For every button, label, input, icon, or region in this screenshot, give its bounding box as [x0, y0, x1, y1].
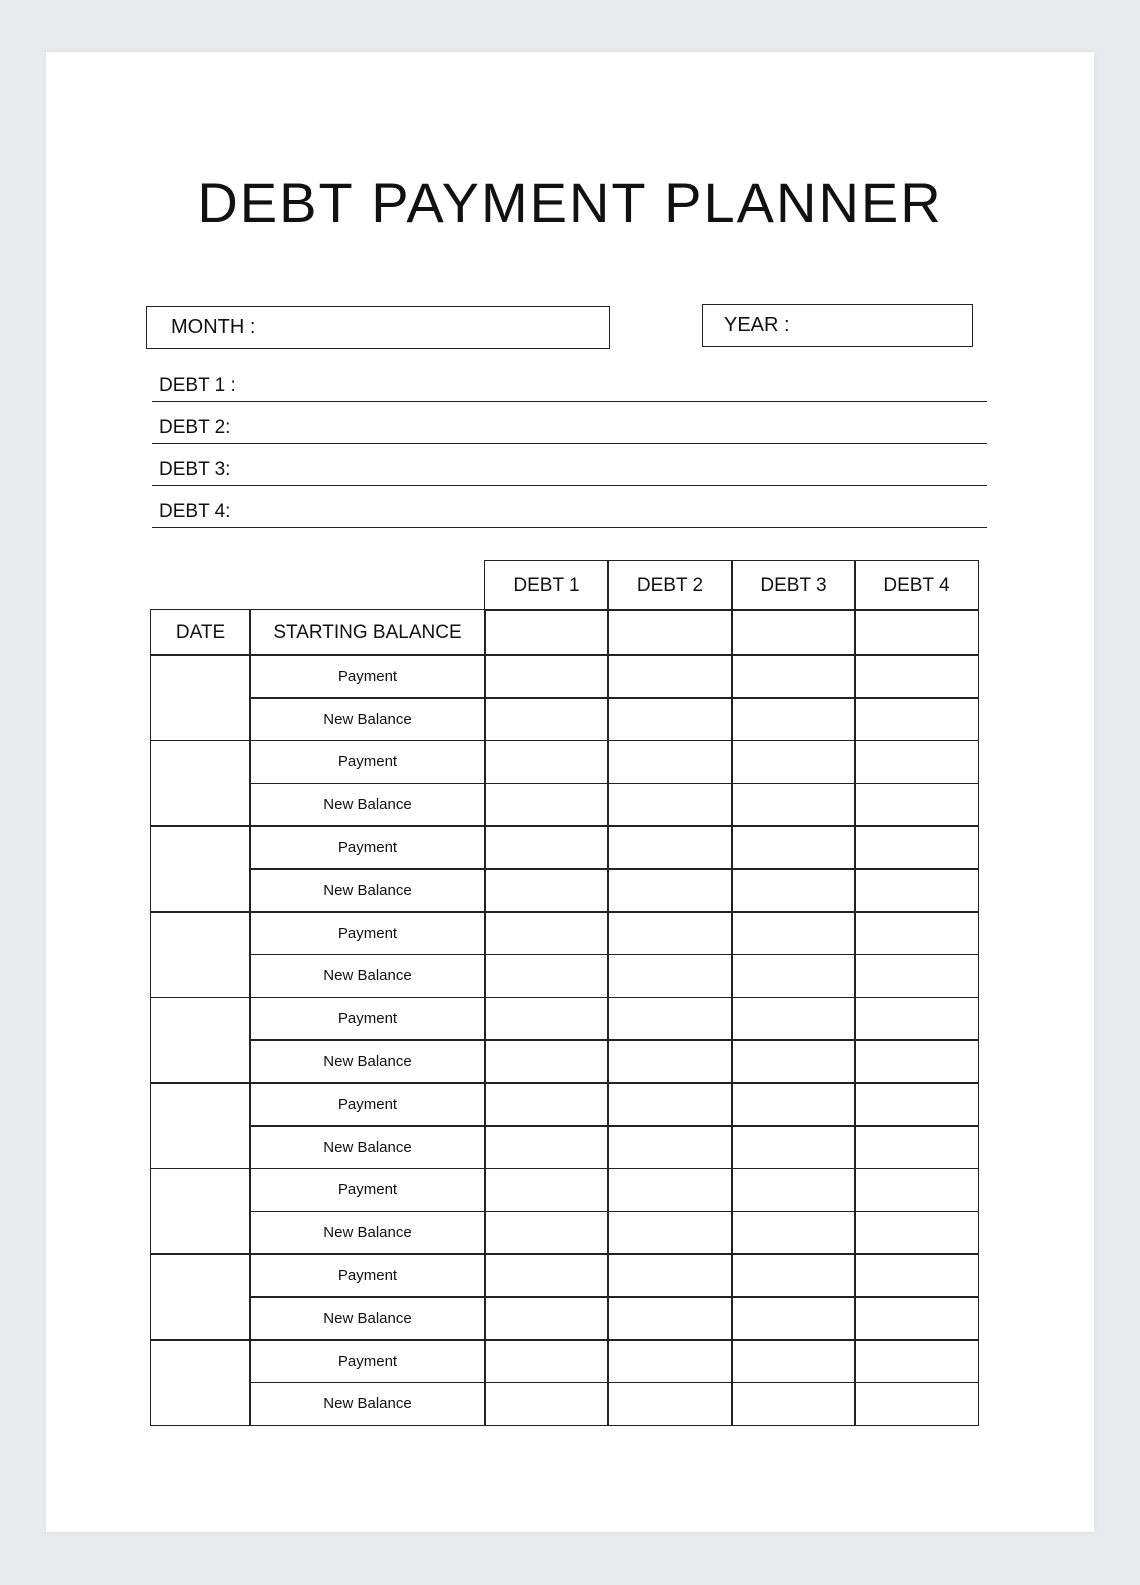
- new-balance-label-text: New Balance: [323, 881, 412, 899]
- payment-cell[interactable]: [731, 654, 856, 698]
- payment-label: [249, 654, 486, 698]
- date-header: [150, 609, 251, 656]
- new-balance-label-text: New Balance: [323, 710, 412, 728]
- payment-cell[interactable]: [731, 997, 856, 1041]
- date-cell[interactable]: [150, 654, 251, 741]
- new-balance-cell[interactable]: [607, 697, 733, 741]
- payment-cell[interactable]: [731, 825, 856, 869]
- new-balance-cell[interactable]: [607, 1382, 733, 1426]
- payment-cell[interactable]: [731, 1339, 856, 1383]
- new-balance-label: [249, 1211, 486, 1255]
- new-balance-cell[interactable]: [607, 1125, 733, 1169]
- new-balance-label-text: New Balance: [323, 796, 412, 814]
- payment-cell[interactable]: [854, 1082, 979, 1126]
- payment-cell[interactable]: [607, 1253, 733, 1297]
- new-balance-cell[interactable]: [484, 697, 609, 741]
- date-header-text: DATE: [175, 621, 226, 643]
- payment-label: [249, 911, 486, 955]
- new-balance-label-text: New Balance: [323, 1309, 412, 1327]
- payment-label-text: Payment: [337, 1267, 398, 1285]
- new-balance-cell[interactable]: [854, 1125, 979, 1169]
- payment-cell[interactable]: [731, 740, 856, 784]
- new-balance-cell[interactable]: [484, 1296, 609, 1340]
- payment-cell[interactable]: [731, 1168, 856, 1212]
- date-cell[interactable]: [150, 1168, 251, 1255]
- new-balance-cell[interactable]: [731, 1211, 856, 1255]
- payment-label: [249, 740, 486, 784]
- new-balance-cell[interactable]: [731, 1296, 856, 1340]
- debt-column-header-text: DEBT 1: [513, 574, 580, 596]
- new-balance-label-text: New Balance: [323, 1224, 412, 1242]
- payment-cell[interactable]: [607, 1082, 733, 1126]
- debt-column-header: [854, 560, 979, 611]
- debt-column-header: [607, 560, 733, 611]
- payment-label-text: Payment: [337, 1181, 398, 1199]
- date-cell[interactable]: [150, 911, 251, 998]
- starting-balance-cell[interactable]: [484, 609, 609, 656]
- month-label: MONTH :: [171, 316, 256, 338]
- starting-balance-header: [249, 609, 486, 656]
- payment-cell[interactable]: [607, 825, 733, 869]
- date-cell[interactable]: [150, 1082, 251, 1169]
- payment-label: [249, 825, 486, 869]
- payment-label: [249, 1082, 486, 1126]
- payment-cell[interactable]: [607, 997, 733, 1041]
- new-balance-label: [249, 1039, 486, 1083]
- payment-label-text: Payment: [337, 1095, 398, 1113]
- payment-cell[interactable]: [484, 1082, 609, 1126]
- debt-1-label: DEBT 1 :: [159, 375, 236, 396]
- starting-balance-cell[interactable]: [607, 609, 733, 656]
- payment-cell[interactable]: [731, 1082, 856, 1126]
- new-balance-label-text: New Balance: [323, 1053, 412, 1071]
- payment-cell[interactable]: [484, 654, 609, 698]
- new-balance-label: [249, 1296, 486, 1340]
- new-balance-cell[interactable]: [731, 954, 856, 998]
- new-balance-cell[interactable]: [484, 954, 609, 998]
- new-balance-cell[interactable]: [484, 783, 609, 827]
- new-balance-cell[interactable]: [607, 1296, 733, 1340]
- payment-cell[interactable]: [854, 1253, 979, 1297]
- payment-cell[interactable]: [607, 740, 733, 784]
- new-balance-cell[interactable]: [731, 1125, 856, 1169]
- new-balance-cell[interactable]: [854, 1039, 979, 1083]
- date-cell[interactable]: [150, 1253, 251, 1340]
- new-balance-cell[interactable]: [484, 1211, 609, 1255]
- payment-label: [249, 1168, 486, 1212]
- payment-label: [249, 1339, 486, 1383]
- payment-label-text: Payment: [337, 1352, 398, 1370]
- payment-label-text: Payment: [337, 1010, 398, 1028]
- year-label: YEAR :: [724, 314, 790, 336]
- payment-cell[interactable]: [484, 825, 609, 869]
- payment-label-text: Payment: [337, 924, 398, 942]
- starting-balance-cell[interactable]: [731, 609, 856, 656]
- payment-cell[interactable]: [484, 1253, 609, 1297]
- payment-cell[interactable]: [731, 1253, 856, 1297]
- new-balance-cell[interactable]: [731, 1039, 856, 1083]
- payment-cell[interactable]: [484, 997, 609, 1041]
- new-balance-label: [249, 1125, 486, 1169]
- new-balance-label-text: New Balance: [323, 1138, 412, 1156]
- debt-column-header-text: DEBT 2: [636, 574, 704, 596]
- starting-balance-cell[interactable]: [854, 609, 979, 656]
- debt-column-header-text: DEBT 4: [883, 574, 950, 596]
- new-balance-cell[interactable]: [731, 1382, 856, 1426]
- payment-cell[interactable]: [854, 1168, 979, 1212]
- new-balance-cell[interactable]: [484, 1125, 609, 1169]
- payment-cell[interactable]: [854, 997, 979, 1041]
- new-balance-label: [249, 868, 486, 912]
- new-balance-cell[interactable]: [854, 1382, 979, 1426]
- payment-cell[interactable]: [607, 1168, 733, 1212]
- payment-cell[interactable]: [607, 654, 733, 698]
- new-balance-label-text: New Balance: [323, 967, 412, 985]
- new-balance-cell[interactable]: [854, 1296, 979, 1340]
- new-balance-cell[interactable]: [484, 1039, 609, 1083]
- new-balance-cell[interactable]: [484, 868, 609, 912]
- new-balance-cell[interactable]: [731, 697, 856, 741]
- payment-cell[interactable]: [484, 911, 609, 955]
- debt-3-label: DEBT 3:: [159, 459, 231, 480]
- debt-2-label: DEBT 2:: [159, 417, 231, 438]
- payment-cell[interactable]: [854, 825, 979, 869]
- debt-column-header-text: DEBT 3: [760, 574, 827, 596]
- new-balance-cell[interactable]: [731, 868, 856, 912]
- new-balance-label-text: New Balance: [323, 1395, 412, 1413]
- date-cell[interactable]: [150, 740, 251, 827]
- new-balance-label: [249, 783, 486, 827]
- new-balance-label: [249, 1382, 486, 1426]
- new-balance-cell[interactable]: [484, 1382, 609, 1426]
- new-balance-cell[interactable]: [854, 954, 979, 998]
- debt-column-header: [731, 560, 856, 611]
- starting-balance-header-text: STARTING BALANCE: [273, 621, 462, 643]
- new-balance-cell[interactable]: [854, 1211, 979, 1255]
- payment-cell[interactable]: [484, 1168, 609, 1212]
- payment-label: [249, 997, 486, 1041]
- date-cell[interactable]: [150, 825, 251, 912]
- new-balance-cell[interactable]: [607, 783, 733, 827]
- new-balance-label: [249, 954, 486, 998]
- payment-cell[interactable]: [607, 911, 733, 955]
- payment-label-text: Payment: [337, 753, 398, 771]
- new-balance-cell[interactable]: [731, 783, 856, 827]
- payment-cell[interactable]: [854, 1339, 979, 1383]
- payment-label-text: Payment: [337, 839, 398, 857]
- new-balance-cell[interactable]: [854, 783, 979, 827]
- new-balance-cell[interactable]: [607, 1039, 733, 1083]
- payment-label: [249, 1253, 486, 1297]
- debt-column-header: [484, 560, 609, 611]
- payment-cell[interactable]: [854, 911, 979, 955]
- payment-cell[interactable]: [484, 740, 609, 784]
- payment-cell[interactable]: [731, 911, 856, 955]
- payment-cell[interactable]: [607, 1339, 733, 1383]
- new-balance-cell[interactable]: [854, 697, 979, 741]
- payment-cell[interactable]: [484, 1339, 609, 1383]
- new-balance-cell[interactable]: [607, 954, 733, 998]
- date-cell[interactable]: [150, 1339, 251, 1426]
- new-balance-label: [249, 697, 486, 741]
- new-balance-cell[interactable]: [607, 1211, 733, 1255]
- payment-cell[interactable]: [854, 740, 979, 784]
- new-balance-cell[interactable]: [607, 868, 733, 912]
- page-title: DEBT PAYMENT PLANNER: [197, 171, 943, 234]
- date-cell[interactable]: [150, 997, 251, 1084]
- new-balance-cell[interactable]: [854, 868, 979, 912]
- debt-4-label: DEBT 4:: [159, 501, 231, 522]
- payment-cell[interactable]: [854, 654, 979, 698]
- payment-label-text: Payment: [337, 667, 398, 685]
